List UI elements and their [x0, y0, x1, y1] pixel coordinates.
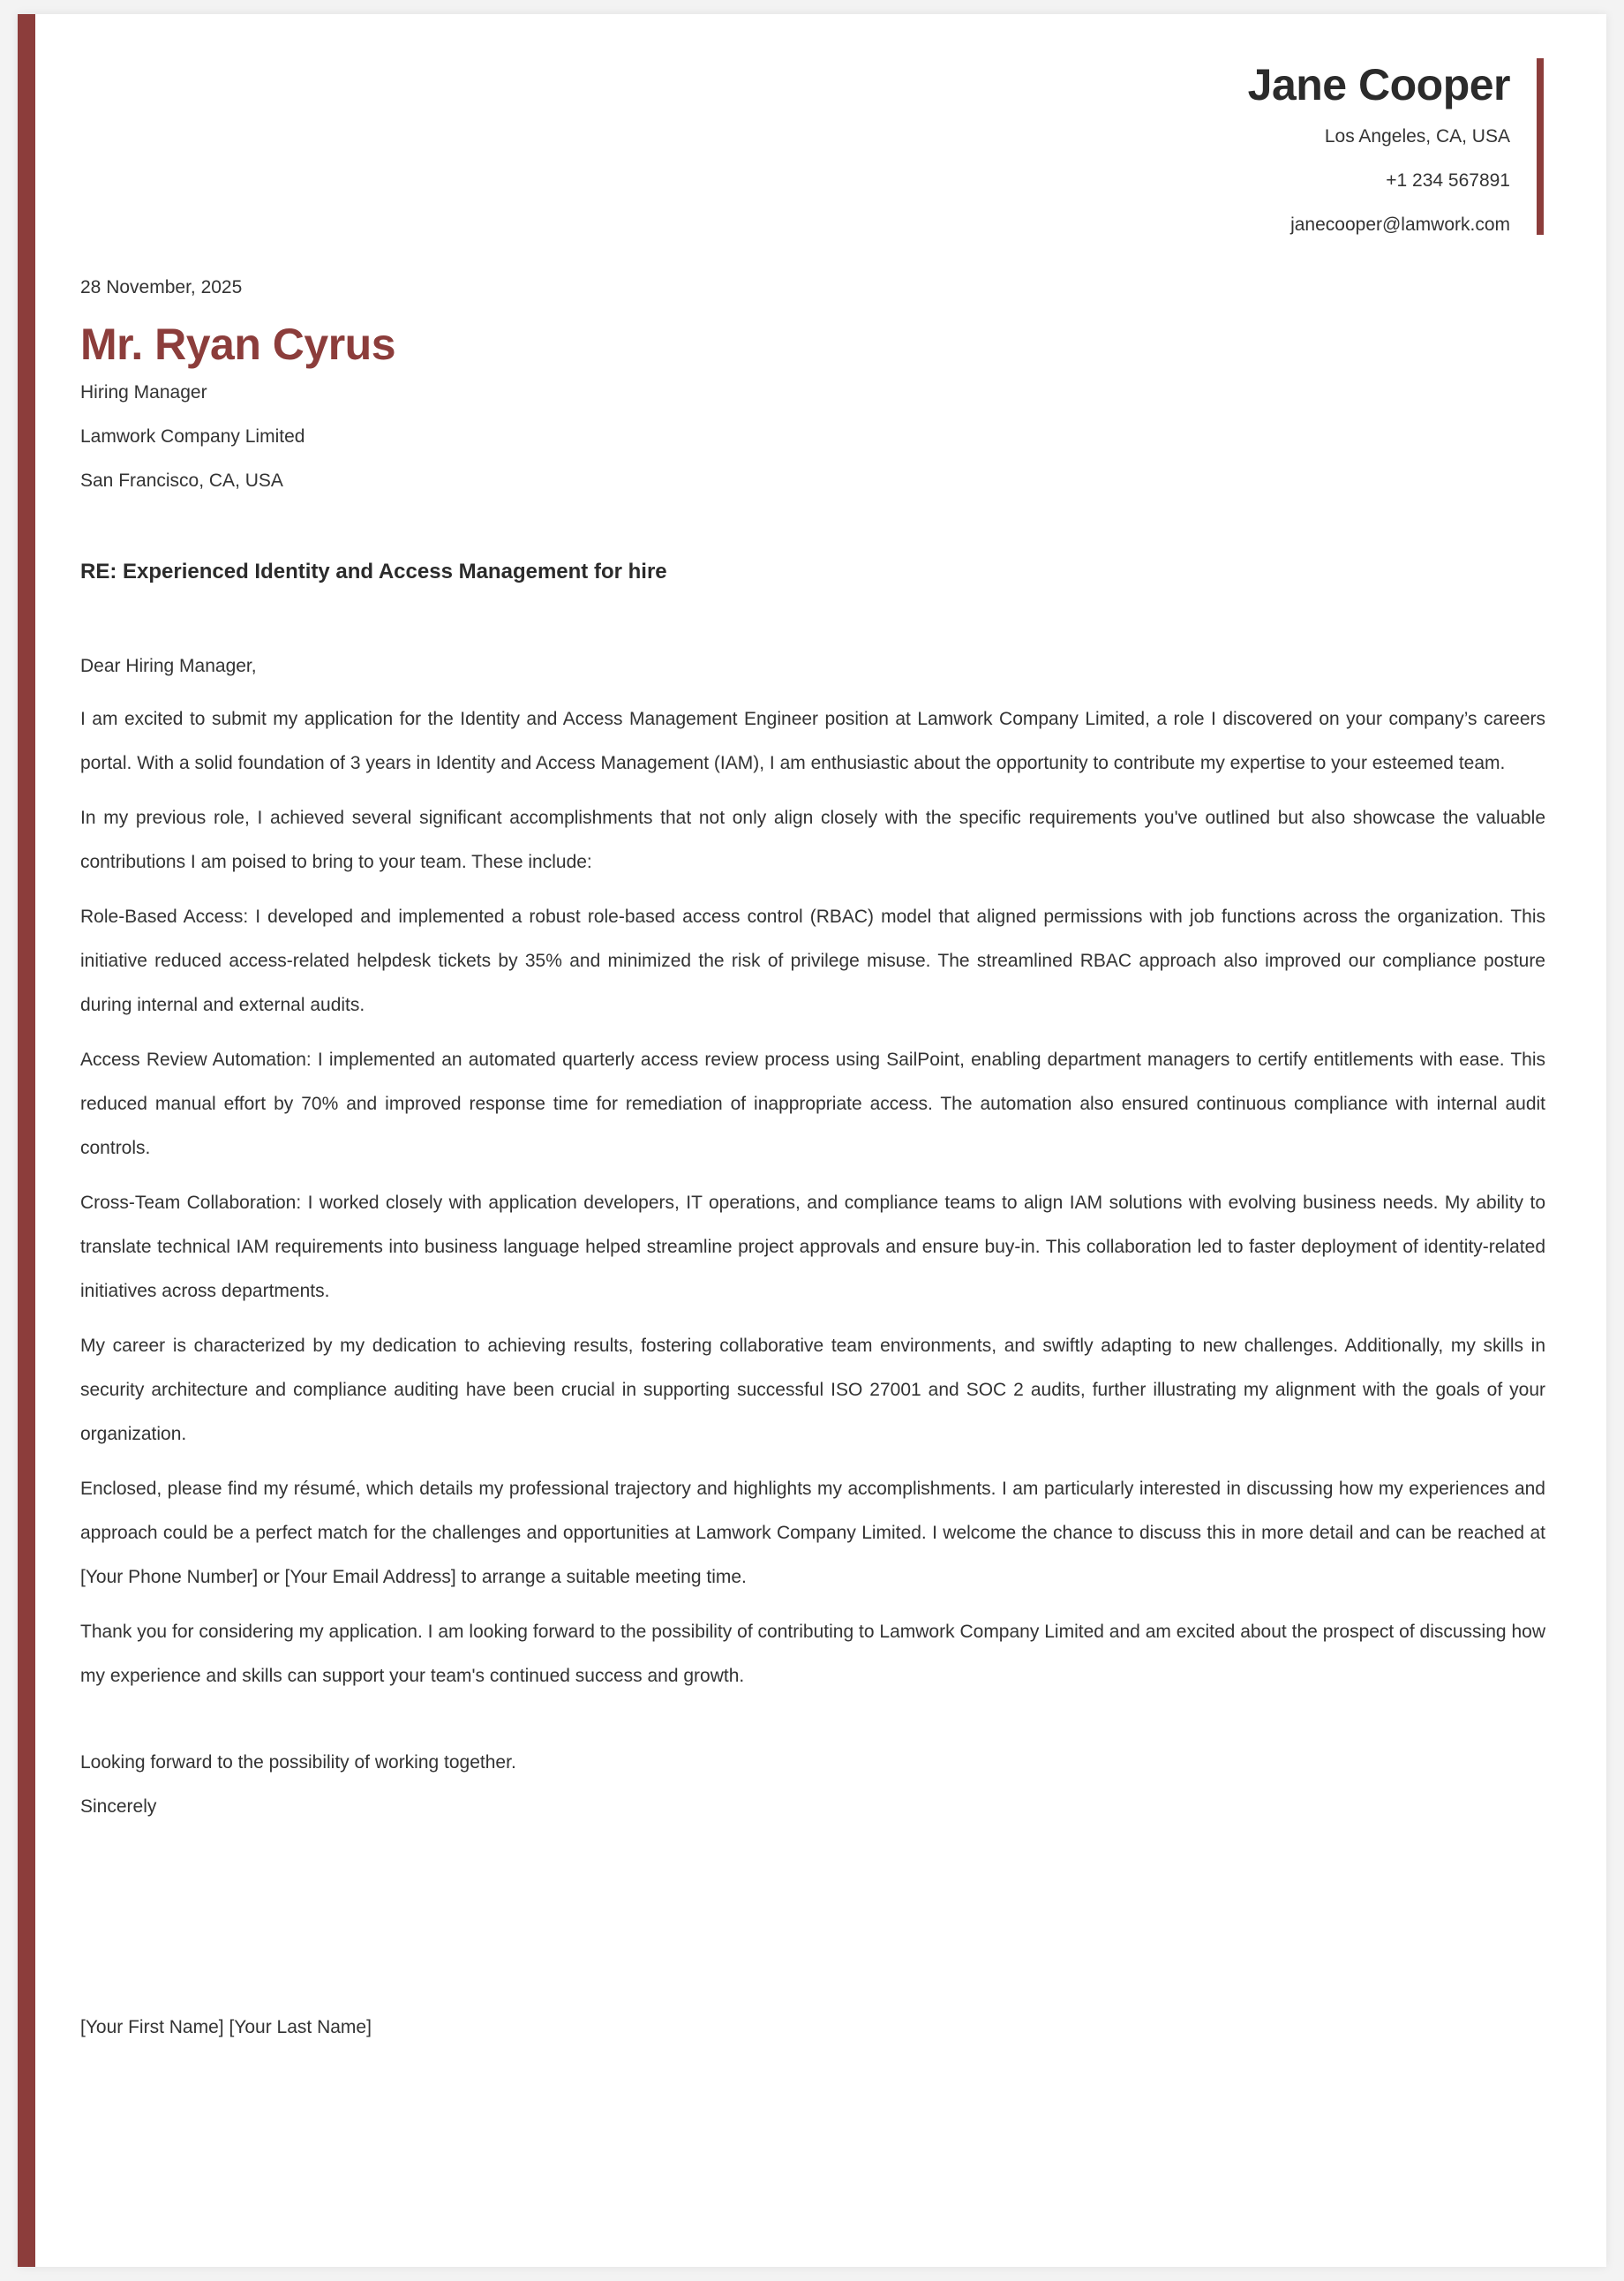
paragraph: Role-Based Access: I developed and implemented a robust role-based access control (RBAC) model that aligned permissions with job functions across the organization. This initiative reduced access-related helpdesk tickets by 35% and minimized the risk of privilege misuse. The streamlined RBAC approach also improved our compliance posture during internal and external audits.	[80, 907, 1545, 1015]
signature-name: [Your First Name] [Your Last Name]	[80, 2017, 372, 2037]
recipient-company: Lamwork Company Limited	[80, 426, 305, 447]
letter-date: 28 November, 2025	[80, 277, 243, 297]
sender-email: janecooper@lamwork.com	[1290, 215, 1510, 235]
letter-page	[18, 14, 1606, 2267]
recipient-name: Mr. Ryan Cyrus	[80, 320, 396, 369]
paragraph: I am excited to submit my application for the Identity and Access Management Engineer position at Lamwork Company Limited, a role I discovered on your company’s careers portal. With a solid foundation of 3 years in Identity and Access Management (IAM), I am enthusiastic about the opportunity to contribute my expertise to your esteemed team.	[80, 709, 1545, 773]
recipient-location: San Francisco, CA, USA	[80, 471, 283, 491]
paragraph: Cross-Team Collaboration: I worked closely with application developers, IT operations, and compliance teams to align IAM solutions with evolving business needs. My ability to translate technical IAM requirements into business language helped streamline project approvals and ensure buy-in. This collaboration led to faster deployment of identity-related initiatives across departments.	[80, 1193, 1545, 1301]
letter-body	[80, 270, 1545, 2050]
paragraph: Access Review Automation: I implemented an automated quarterly access review process using SailPoint, enabling department managers to certify entitlements with ease. This reduced manual effort by 70% and improved response time for remediation of inappropriate access. The automation also ensured continuous compliance with internal audit controls.	[80, 1050, 1545, 1158]
left-accent-bar	[18, 14, 35, 2267]
paragraph: Enclosed, please find my résumé, which details my professional trajectory and highlights my accomplishments. I am particularly interested in discussing how my experiences and approach could be a perfect match for the challenges and opportunities at Lamwork Company Limited. I welcome the chance to discuss this in more detail and can be reached at [Your Phone Number] or [Your Email Address] to arrange a suitable meeting time.	[80, 1479, 1545, 1587]
paragraph: In my previous role, I achieved several significant accomplishments that not only align closely with the specific requirements you've outlined but also showcase the valuable contributions I am poised to bring to your team. These include:	[80, 808, 1545, 872]
letter-subject: RE: Experienced Identity and Access Management for hire	[80, 560, 667, 583]
sender-location: Los Angeles, CA, USA	[1324, 126, 1510, 147]
sender-header	[1248, 58, 1544, 247]
paragraph: Thank you for considering my application. I am looking forward to the possibility of contributing to Lamwork Company Limited and am excited about the prospect of discussing how my experience and skills can support your team's continued success and growth.	[80, 1622, 1545, 1686]
recipient-title: Hiring Manager	[80, 382, 207, 403]
paragraph: My career is characterized by my dedication to achieving results, fostering collaborative team environments, and swiftly adapting to new challenges. Additionally, my skills in security architecture and compliance auditing have been crucial in supporting successful ISO 27001 and SOC 2 audits, further illustrating my alignment with the goals of your organization.	[80, 1336, 1545, 1444]
salutation: Dear Hiring Manager,	[80, 656, 257, 676]
sender-phone: +1 234 567891	[1386, 170, 1510, 191]
closing-line: Looking forward to the possibility of working together.	[80, 1752, 516, 1773]
signoff: Sincerely	[80, 1796, 157, 1817]
sender-name: Jane Cooper	[1247, 60, 1510, 109]
